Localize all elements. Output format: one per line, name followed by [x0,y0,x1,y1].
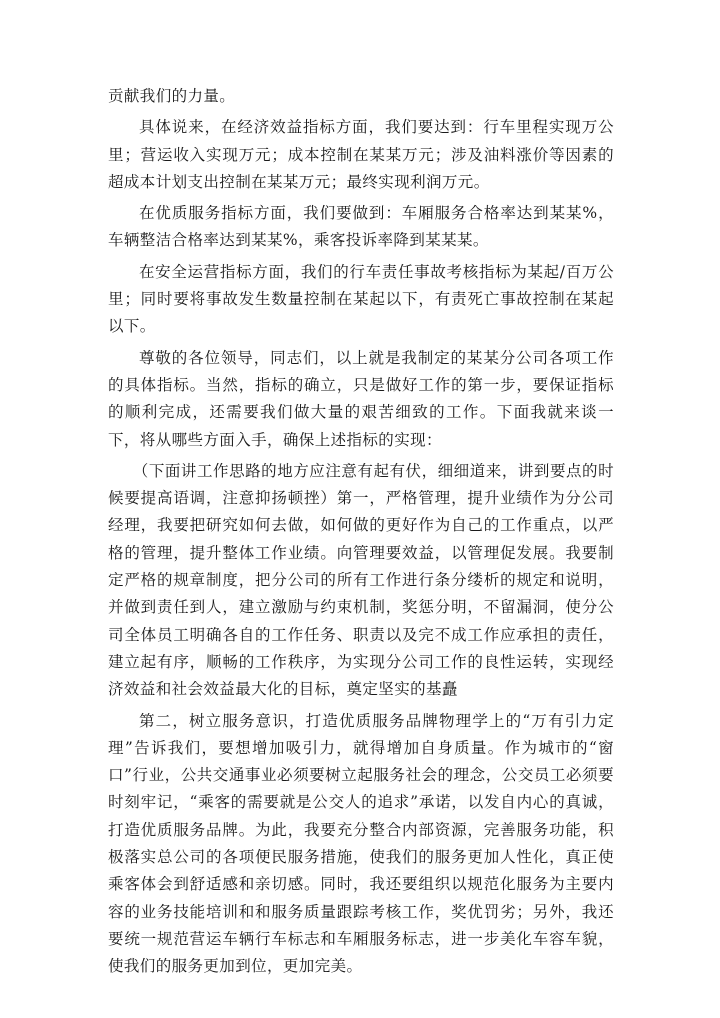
paragraph-service-awareness: 第二，树立服务意识，打造优质服务品牌物理学上的“万有引力定理”告诉我们，要想增加吸引力，就得增加自身质量。作为城市的“窗口”行业，公共交通事业必须要树立起服务社会的理念，公交员工必须要时刻牢记，“乘客的需要就是公交人的追求”承诺，以发自内心的真诚，打造优质服务品牌。为此，我要充分整合内部资源，完善服务功能，积极落实总公司的各项便民服务措施，使我们的服务更加人性化，真正使乘客体会到舒适感和亲切感。同时，我还要组织以规范化服务为主要内容的业务技能培训和和服务质量跟踪考核工作，奖优罚劣；另外，我还要统一规范营运车辆行车标志和车厢服务标志，进一步美化车容车貌，使我们的服务更加到位，更加完美。 [108,711,614,976]
document-body [108,83,614,985]
paragraph-strict-management: （下面讲工作思路的地方应注意有起有伏，细细道来，讲到要点的时候要提高语调，注意抑扬顿挫）第一，严格管理，提升业绩作为分公司经理，我要把研究如何去做，如何做的更好作为自己的工作重点，以严格的管理，提升整体工作业绩。向管理要效益，以管理促发展。我要制定严格的规章制度，把分公司的所有工作进行条分缕析的规定和说明，并做到责任到人，建立激励与约束机制，奖惩分明，不留漏洞，使分公司全体员工明确各自的工作任务、职责以及完不成工作应承担的责任，建立起有序，顺畅的工作秩序，为实现分公司工作的良性运转，实现经济效益和社会效益最大化的目标，奠定坚实的基矗 [108,461,614,699]
paragraph-transition: 尊敬的各位领导，同志们，以上就是我制定的某某分公司各项工作的具体指标。当然，指标的确立，只是做好工作的第一步，要保证指标的顺利完成，还需要我们做大量的艰苦细致的工作。下面我就来谈一下，将从哪些方面入手，确保上述指标的实现： [108,348,614,449]
paragraph-service-indicators: 在优质服务指标方面，我们要做到：车厢服务合格率达到某某%，车辆整洁合格率达到某某%，乘客投诉率降到某某某。 [108,204,614,250]
paragraph-safety-indicators: 在安全运营指标方面，我们的行车责任事故考核指标为某起/百万公里；同时要将事故发生数量控制在某起以下，有责死亡事故控制在某起以下。 [108,262,614,336]
paragraph-economic-indicators: 具体说来，在经济效益指标方面，我们要达到：行车里程实现万公里；营运收入实现万元；成本控制在某某万元；涉及油料涨价等因素的超成本计划支出控制在某某万元；最终实现利润万元。 [108,118,614,191]
paragraph-continuation: 贡献我们的力量。 [108,87,236,105]
